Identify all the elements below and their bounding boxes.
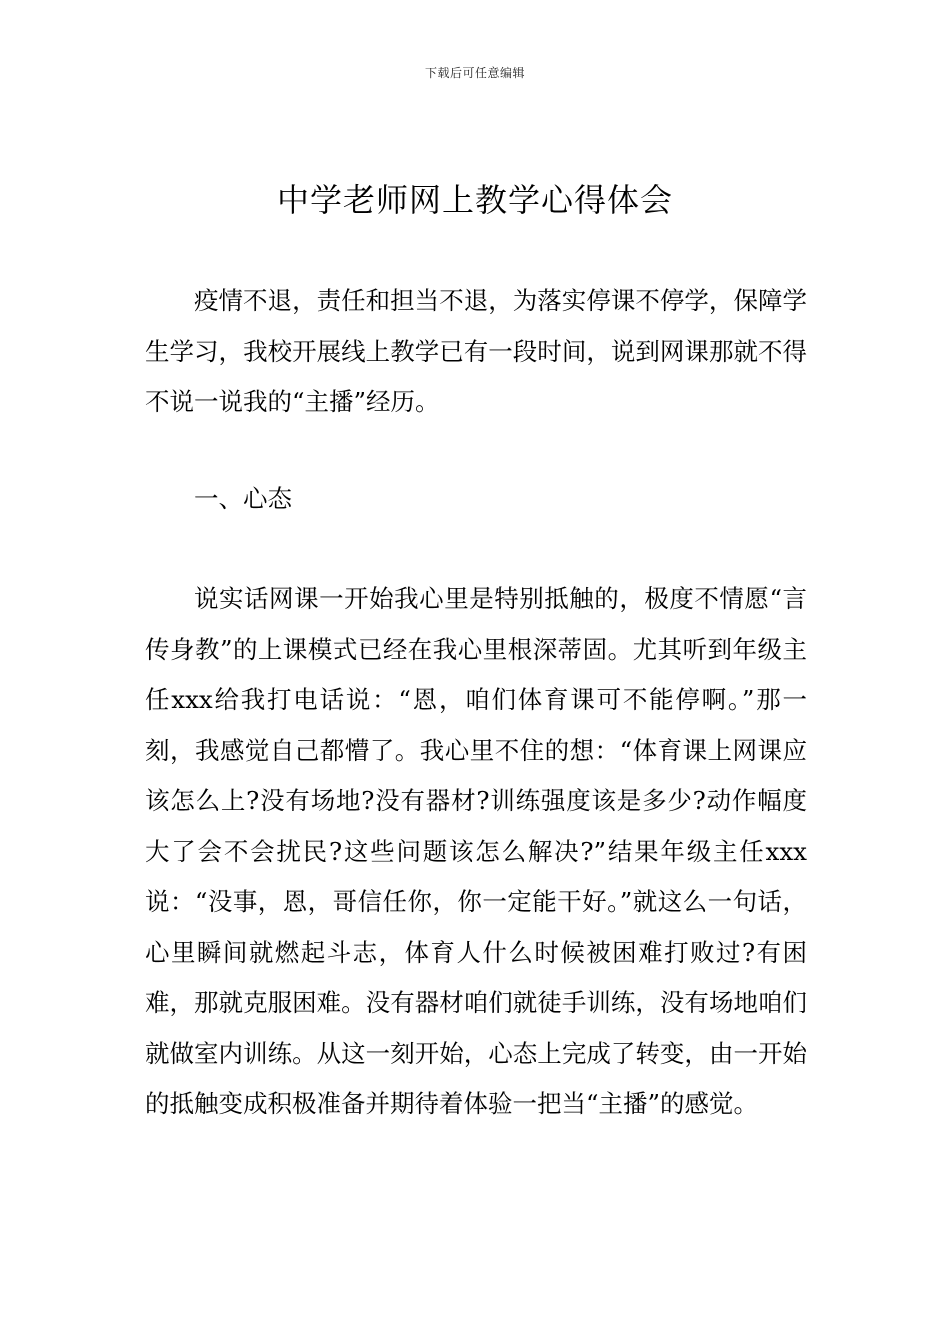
section-heading-block — [145, 474, 807, 525]
document-title: 中学老师网上教学心得体会 — [276, 181, 673, 219]
paragraph-mindset: 说实话网课一开始我心里是特别抵触的，极度不情愿“言传身教”的上课模式已经在我心里根深蒂固。尤其听到年级主任xxx给我打电话说：“恩，咱们体育课可不能停啊。”那一刻，我感觉自己都懵了。我心里不住的想：“体育课上网课应该怎么上?没有场地?没有器材?训练强度该是多少?动作幅度大了会不会扰民?这些问题该怎么解决?”结果年级主任xxx说：“没事，恩，哥信任你，你一定能干好。”就这么一句话，心里瞬间就燃起斗志，体育人什么时候被困难打败过?有困难，那就克服困难。没有器材咱们就徒手训练，没有场地咱们就做室内训练。从这一刻开始，心态上完成了转变，由一开始的抵触变成积极准备并期待着体验一把当“主播”的感觉。 — [145, 584, 807, 1118]
paragraph-intro: 疫情不退，责任和担当不退，为落实停课不停学，保障学生学习，我校开展线上教学已有一段时间，说到网课那就不得不说一说我的“主播”经历。 — [145, 286, 807, 416]
paragraph-intro-block — [145, 276, 807, 428]
section-heading-mindset: 一、心态 — [194, 484, 292, 513]
paragraph-mindset-block — [145, 574, 807, 1130]
header-note: 下载后可任意编辑 — [424, 66, 525, 80]
